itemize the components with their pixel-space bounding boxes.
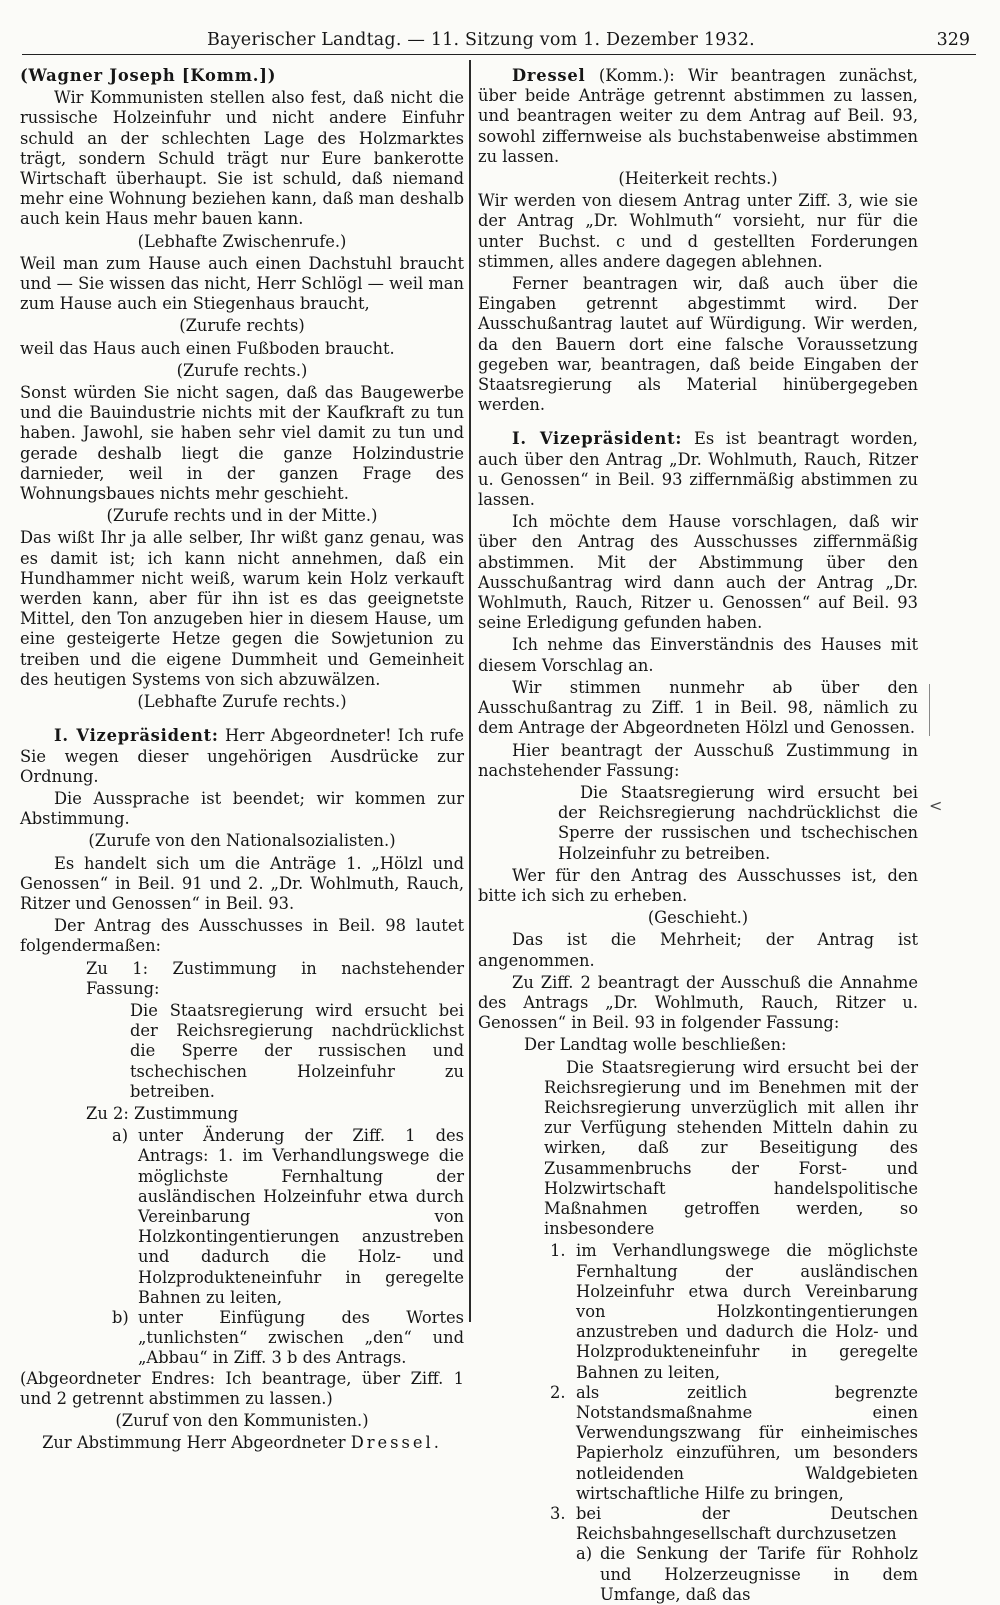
paragraph: Wir Kommunisten stellen also fest, daß nicht die russische Holzeinfuhr und nicht andere Einfuhr schuld an der schlechten Lage des Holzmarktes trägt, sondern Schuld trägt nur Eure bankerotte Wirtschaft überhaupt. Sie ist schuld, daß niemand mehr eine Wohnung beziehen kann, daß man deshalb auch kein Haus mehr bauen kann. [20, 88, 464, 229]
paragraph: Sonst würden Sie nicht sagen, daß das Baugewerbe und die Bauindustrie nichts mit der Kaufkraft zu tun haben. Jawohl, sie haben sehr viel damit zu tun und gerade deshalb liegt die ganze Holzindustrie darnieder, weil in der ganzen Frage des Wohnungsbaues nichts mehr geschieht. [20, 383, 464, 504]
paragraph: Ich nehme das Einverständnis des Hauses mit diesem Vorschlag an. [478, 635, 918, 675]
paragraph: Wer für den Antrag des Ausschusses ist, den bitte ich sich zu erheben. [478, 865, 918, 905]
quoted-motion: Die Staatsregierung wird ersucht bei der Reichsregierung und im Benehmen mit der Reichsregierung unverzüglich mit allen ihr zur Verfügung stehenden Mitteln dahin zu wirken, daß zur Beseitigung des Zusammenbruchs der Forst- und Holzwirtschaft handelspolitische Maßnahmen getroffen werden, so insbesondere [544, 1057, 918, 1239]
sub-item [112, 1308, 464, 1369]
sub-item-label: a) [112, 1126, 129, 1146]
vice-president-statement [20, 726, 464, 787]
interjection: (Lebhafte Zurufe rechts.) [137, 692, 347, 712]
paragraph [20, 1433, 464, 1453]
margin-check-icon: < [929, 796, 943, 815]
interjection: (Zurufe rechts) [179, 316, 305, 336]
sub-item [576, 1544, 918, 1605]
speaker-label: I. Vizepräsident: [512, 429, 683, 449]
column-divider [469, 60, 471, 1322]
list-item [550, 1383, 918, 1504]
interjection: (Abgeordneter Endres: Ich beantrage, über Ziff. 1 und 2 getrennt abstimmen zu lassen.) [20, 1368, 464, 1408]
vice-president-statement [478, 429, 918, 510]
paragraph: Das ist die Mehrheit; der Antrag ist angenommen. [478, 930, 918, 970]
running-header [22, 28, 976, 55]
paragraph: Ich möchte dem Hause vorschlagen, daß wir über den Antrag des Ausschusses ziffernmäßig abstimmen. Mit der Abstimmung über den Ausschußantrag wird dann auch der Antrag „Dr. Wohlmuth, Rauch, Ritzer u. Genossen“ auf Beil. 93 seine Erledigung gefunden haben. [478, 512, 918, 633]
quoted-motion: Die Staatsregierung wird ersucht bei der Reichsregierung nachdrücklichst die Sperre der russischen und tschechischen Holzeinfuhr zu betreiben. [558, 782, 918, 863]
list-item-text: im Verhandlungswege die möglichste Fernhaltung der ausländischen Holzeinfuhr etwa durch Vereinbarung von Holzkontingentierungen anzustreben und dadurch die Holz- und Holzprodukteneinfuhr in geregelte Bahnen zu leiten, [576, 1241, 918, 1382]
sub-item-text: die Senkung der Tarife für Rohholz und Holzerzeugnisse in dem Umfange, daß das [600, 1544, 918, 1604]
paragraph: Wir werden von diesem Antrag unter Ziff. 3, wie sie der Antrag „Dr. Wohlmuth“ vorsieht, nur für die unter Buchst. c und d gestellten Forderungen stimmen, alles andere dagegen ablehnen. [478, 191, 918, 271]
interjection: (Geschieht.) [647, 908, 749, 928]
statement-text: Herr Abgeordneter! Ich rufe Sie wegen dieser ungehörigen Ausdrücke zur Ordnung. [20, 726, 465, 786]
list-item-text: als zeitlich begrenzte Notstandsmaßnahme einen Verwendungszwang für einheimisches Papierholz einzuführen, um besonders notleidenden Waldgebieten wirtschaftliche Hilfe zu bringen, [576, 1382, 918, 1503]
sub-item-text: unter Einfügung des Wortes „tunlichsten“ zwischen „den“ und „Abbau“ in Ziff. 3 b des Antrags. [138, 1307, 464, 1368]
paragraph: Das wißt Ihr ja alle selber, Ihr wißt ganz genau, was es damit ist; ich kann nicht annehmen, daß ein Hundhammer nicht weiß, warum kein Holz verkauft werden kann, aber für ihn ist es das geeignetste Mittel, den Ton anzugeben hier in diesem Hause, um eine gesteigerte Hetze gegen die Sowjetunion zu treiben und die eigene Dummheit und Gemeinheit des heutigen Systems von sich abzuwälzen. [20, 528, 464, 689]
paragraph: Wir stimmen nunmehr ab über den Ausschußantrag zu Ziff. 1 in Beil. 98, nämlich zu dem Antrage der Abgeordneten Hölzl und Genossen. [478, 677, 918, 738]
paragraph: weil das Haus auch einen Fußboden braucht. [20, 338, 395, 358]
paragraph: Es handelt sich um die Anträge 1. „Hölzl und Genossen“ in Beil. 91 und 2. „Dr. Wohlmuth, Rauch, Ritzer und Genossen“ in Beil. 93. [20, 853, 464, 913]
list-item-number: 1. [550, 1241, 566, 1261]
header-title: Bayerischer Landtag. — 11. Sitzung vom 1. Dezember 1932. [207, 30, 755, 50]
paragraph: Zu Ziff. 2 beantragt der Ausschuß die Annahme des Antrags „Dr. Wohlmuth, Rauch, Ritzer u. Genossen“ in Beil. 93 in folgender Fassung: [478, 972, 918, 1033]
motion-list [550, 1241, 918, 1605]
speaker-label: Dressel [512, 66, 586, 85]
list-item-text: bei der Deutschen Reichsbahngesellschaft durchzusetzen [576, 1504, 918, 1544]
spaced-name: Dressel. [350, 1433, 442, 1453]
interjection: (Lebhafte Zwischenrufe.) [137, 231, 347, 251]
interjection: (Zuruf von den Kommunisten.) [115, 1411, 369, 1430]
page-number: 329 [936, 30, 970, 50]
motion-item-heading: Zu 1: Zustimmung in nachstehender Fassung: [86, 958, 464, 998]
speaker-heading: (Wagner Joseph [Komm.]) [20, 66, 277, 85]
paragraph: Die Aussprache ist beendet; wir kommen zur Abstimmung. [20, 788, 464, 829]
paragraph: Weil man zum Hause auch einen Dachstuhl braucht und — Sie wissen das nicht, Herr Schlögl — weil man zum Hause auch ein Stiegenhaus braucht, [20, 253, 464, 314]
text-fragment: Zur Abstimmung Herr Abgeordneter [42, 1433, 351, 1453]
paragraph: Ferner beantragen wir, daß auch über die Eingaben getrennt abgestimmt wird. Der Ausschußantrag lautet auf Würdigung. Wir werden, da den Bauern dort eine falsche Voraussetzung gegeben war, beantragen, daß beide Eingaben der Staatsregierung als Material hinübergegeben werden. [478, 274, 918, 415]
motion-item-text: Die Staatsregierung wird ersucht bei der Reichsregierung nachdrücklichst die Sperre der russischen und tschechischen Holzeinfuhr zu betreiben. [130, 1000, 464, 1101]
interjection: (Zurufe rechts.) [176, 360, 308, 380]
motion-item-heading: Zu 2: Zustimmung [86, 1103, 239, 1123]
dressel-statement [478, 66, 918, 167]
sub-item-text: unter Änderung der Ziff. 1 des Antrags: 1. im Verhandlungswege die möglichste Fernhaltung der ausländischen Holzeinfuhr etwa durch Vereinbarung von Holzkontingentierungen anzustreben und dadurch die Holz- und Holzprodukteneinfuhr in geregelte Bahnen zu leiten, [138, 1126, 464, 1307]
sub-item-label: a) [576, 1544, 593, 1564]
statement-text: Es ist beantragt worden, auch über den Antrag „Dr. Wohlmuth, Rauch, Ritzer u. Genossen“ in Beil. 93 ziffernmäßig abstimmen zu lassen. [478, 429, 918, 510]
sub-item-label: b) [112, 1307, 129, 1327]
statement-text: (Komm.): Wir beantragen zunächst, über beide Anträge getrennt abstimmen zu lassen, und beantragen weiter zu dem Antrag auf Beil. 93, sowohl ziffernweise als buchstabenweise abstimmen zu lassen. [478, 66, 918, 166]
sub-item [112, 1126, 464, 1308]
left-column [20, 66, 464, 1455]
paragraph: Der Antrag des Ausschusses in Beil. 98 lautet folgendermaßen: [20, 916, 464, 956]
speaker-label: I. Vizepräsident: [54, 726, 219, 746]
list-item-number: 2. [550, 1382, 566, 1402]
interjection: (Heiterkeit rechts.) [618, 169, 778, 189]
interjection: (Zurufe rechts und in der Mitte.) [106, 506, 378, 526]
margin-mark-line [929, 684, 930, 736]
interjection: (Zurufe von den Nationalsozialisten.) [88, 831, 396, 851]
paragraph: Hier beantragt der Ausschuß Zustimmung in nachstehender Fassung: [478, 740, 918, 780]
list-item [550, 1241, 918, 1382]
paragraph: Der Landtag wolle beschließen: [524, 1035, 787, 1055]
list-item [550, 1504, 918, 1544]
list-item-number: 3. [550, 1504, 566, 1524]
right-column [478, 66, 918, 1605]
